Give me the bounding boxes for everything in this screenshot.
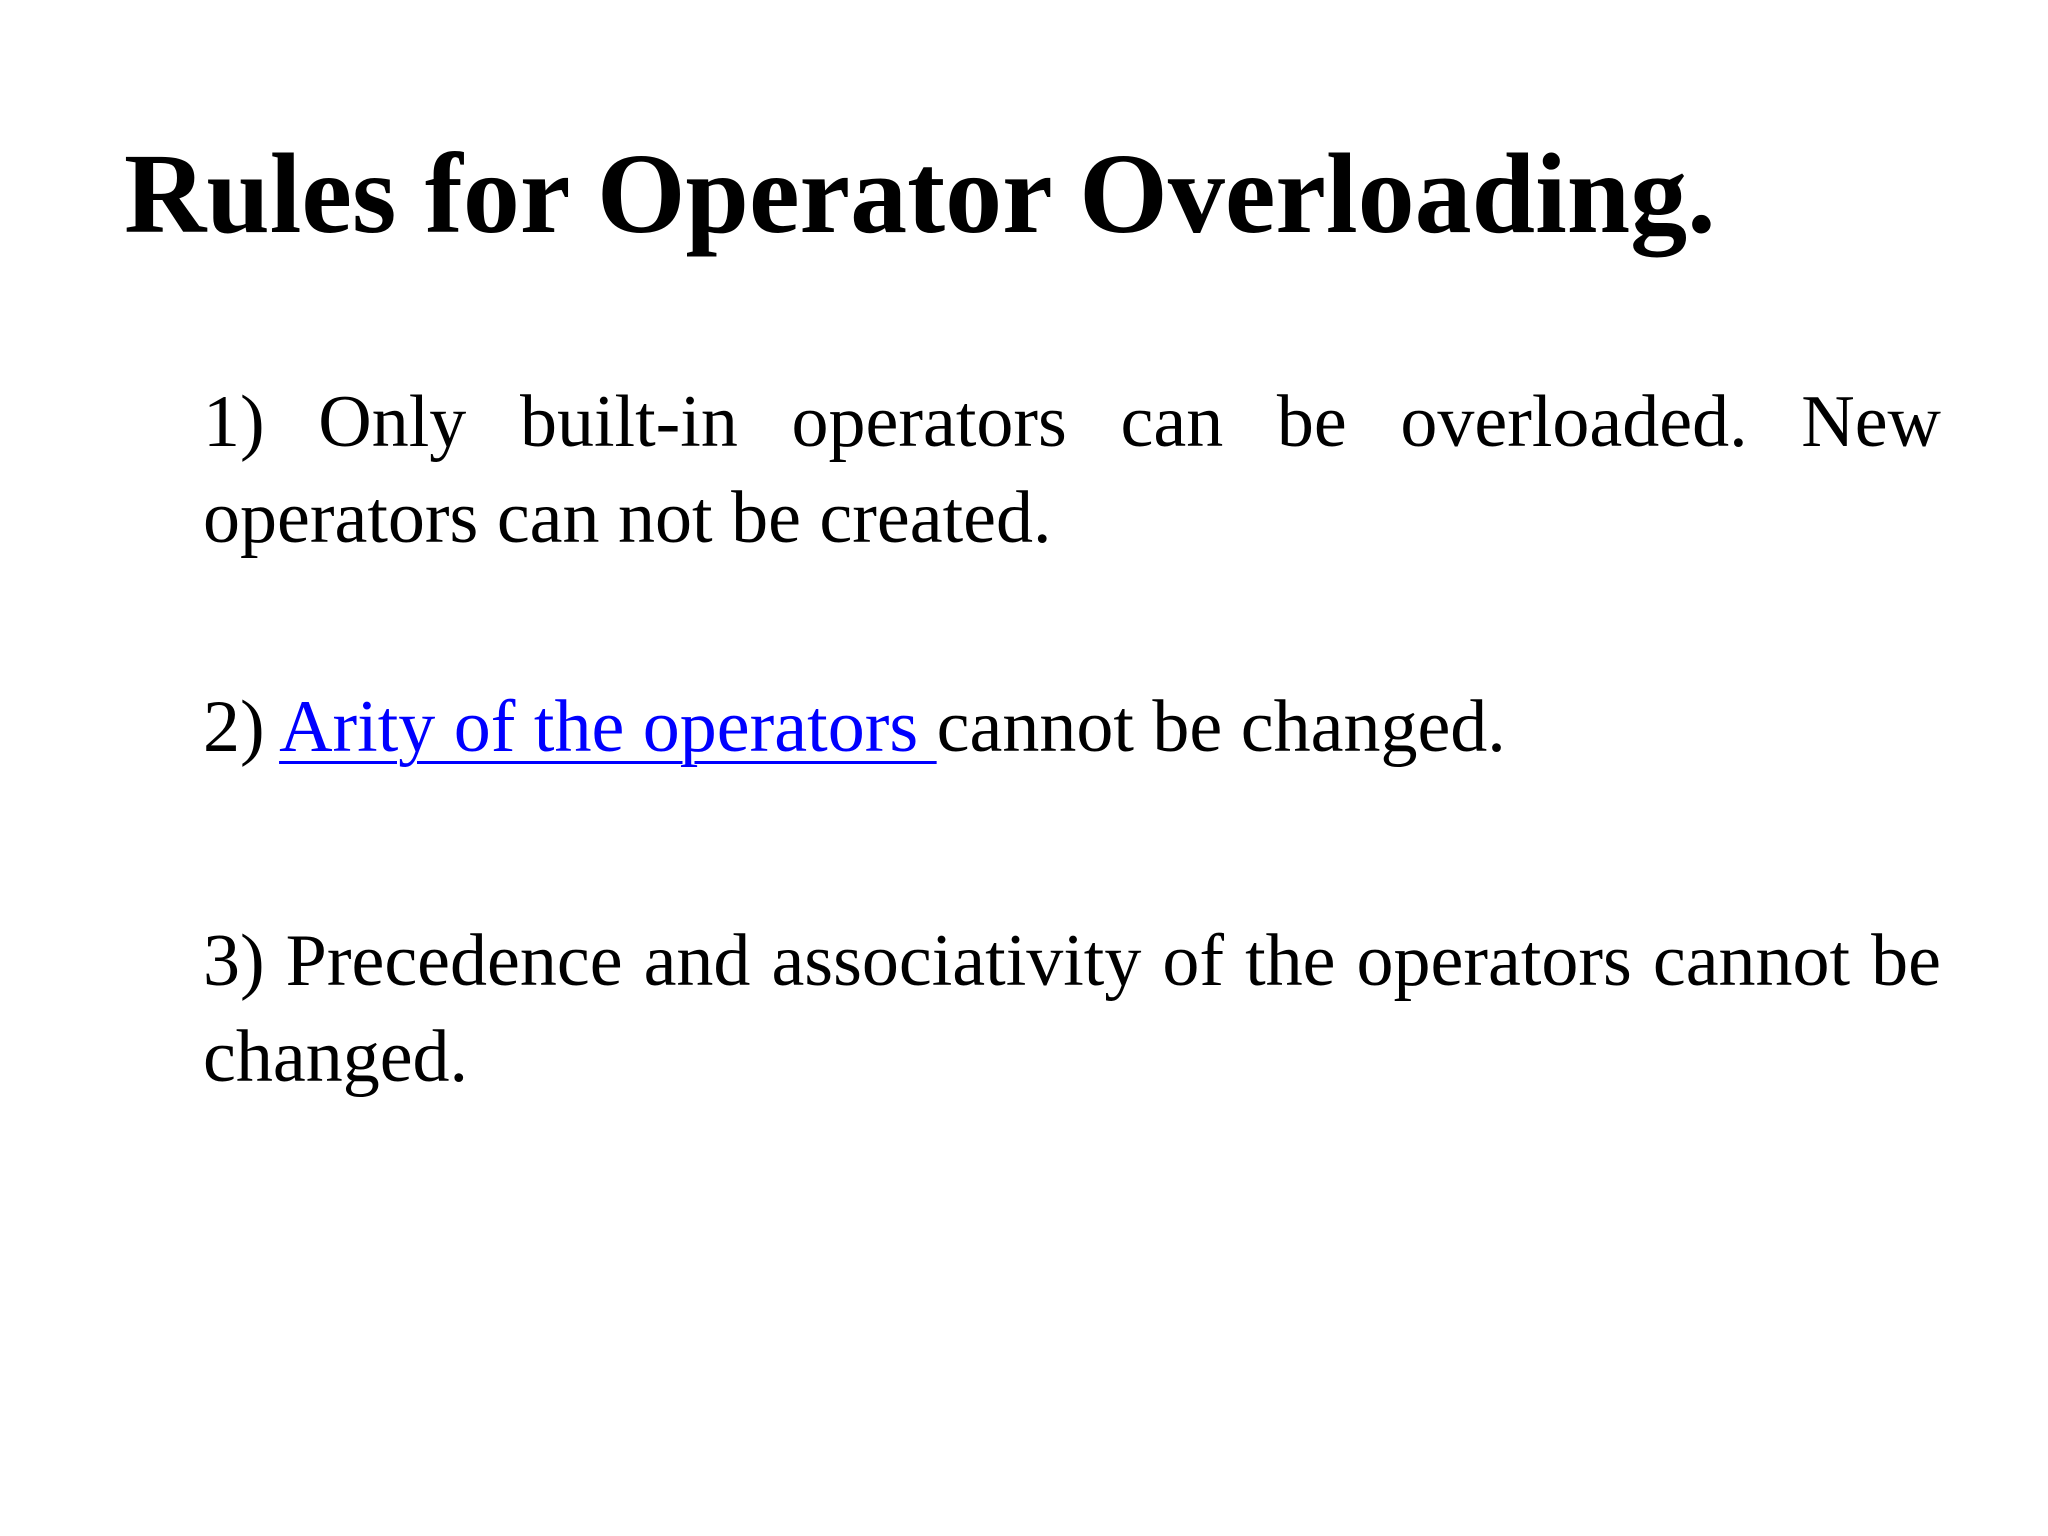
- rule-3: 3) Precedence and associativity of the operators cannot be changed.: [203, 920, 1941, 1098]
- rule-2: [203, 679, 1941, 775]
- rules-list: [203, 374, 1941, 1105]
- rule-2-prefix: 2): [203, 686, 280, 768]
- arity-of-operators-link[interactable]: Arity of the operators: [279, 686, 937, 768]
- rule-2-suffix: cannot be changed.: [936, 686, 1506, 768]
- slide-title: Rules for Operator Overloading.: [124, 130, 1716, 257]
- rule-1: 1) Only built-in operators can be overloaded. New operators can not be created.: [203, 381, 1941, 559]
